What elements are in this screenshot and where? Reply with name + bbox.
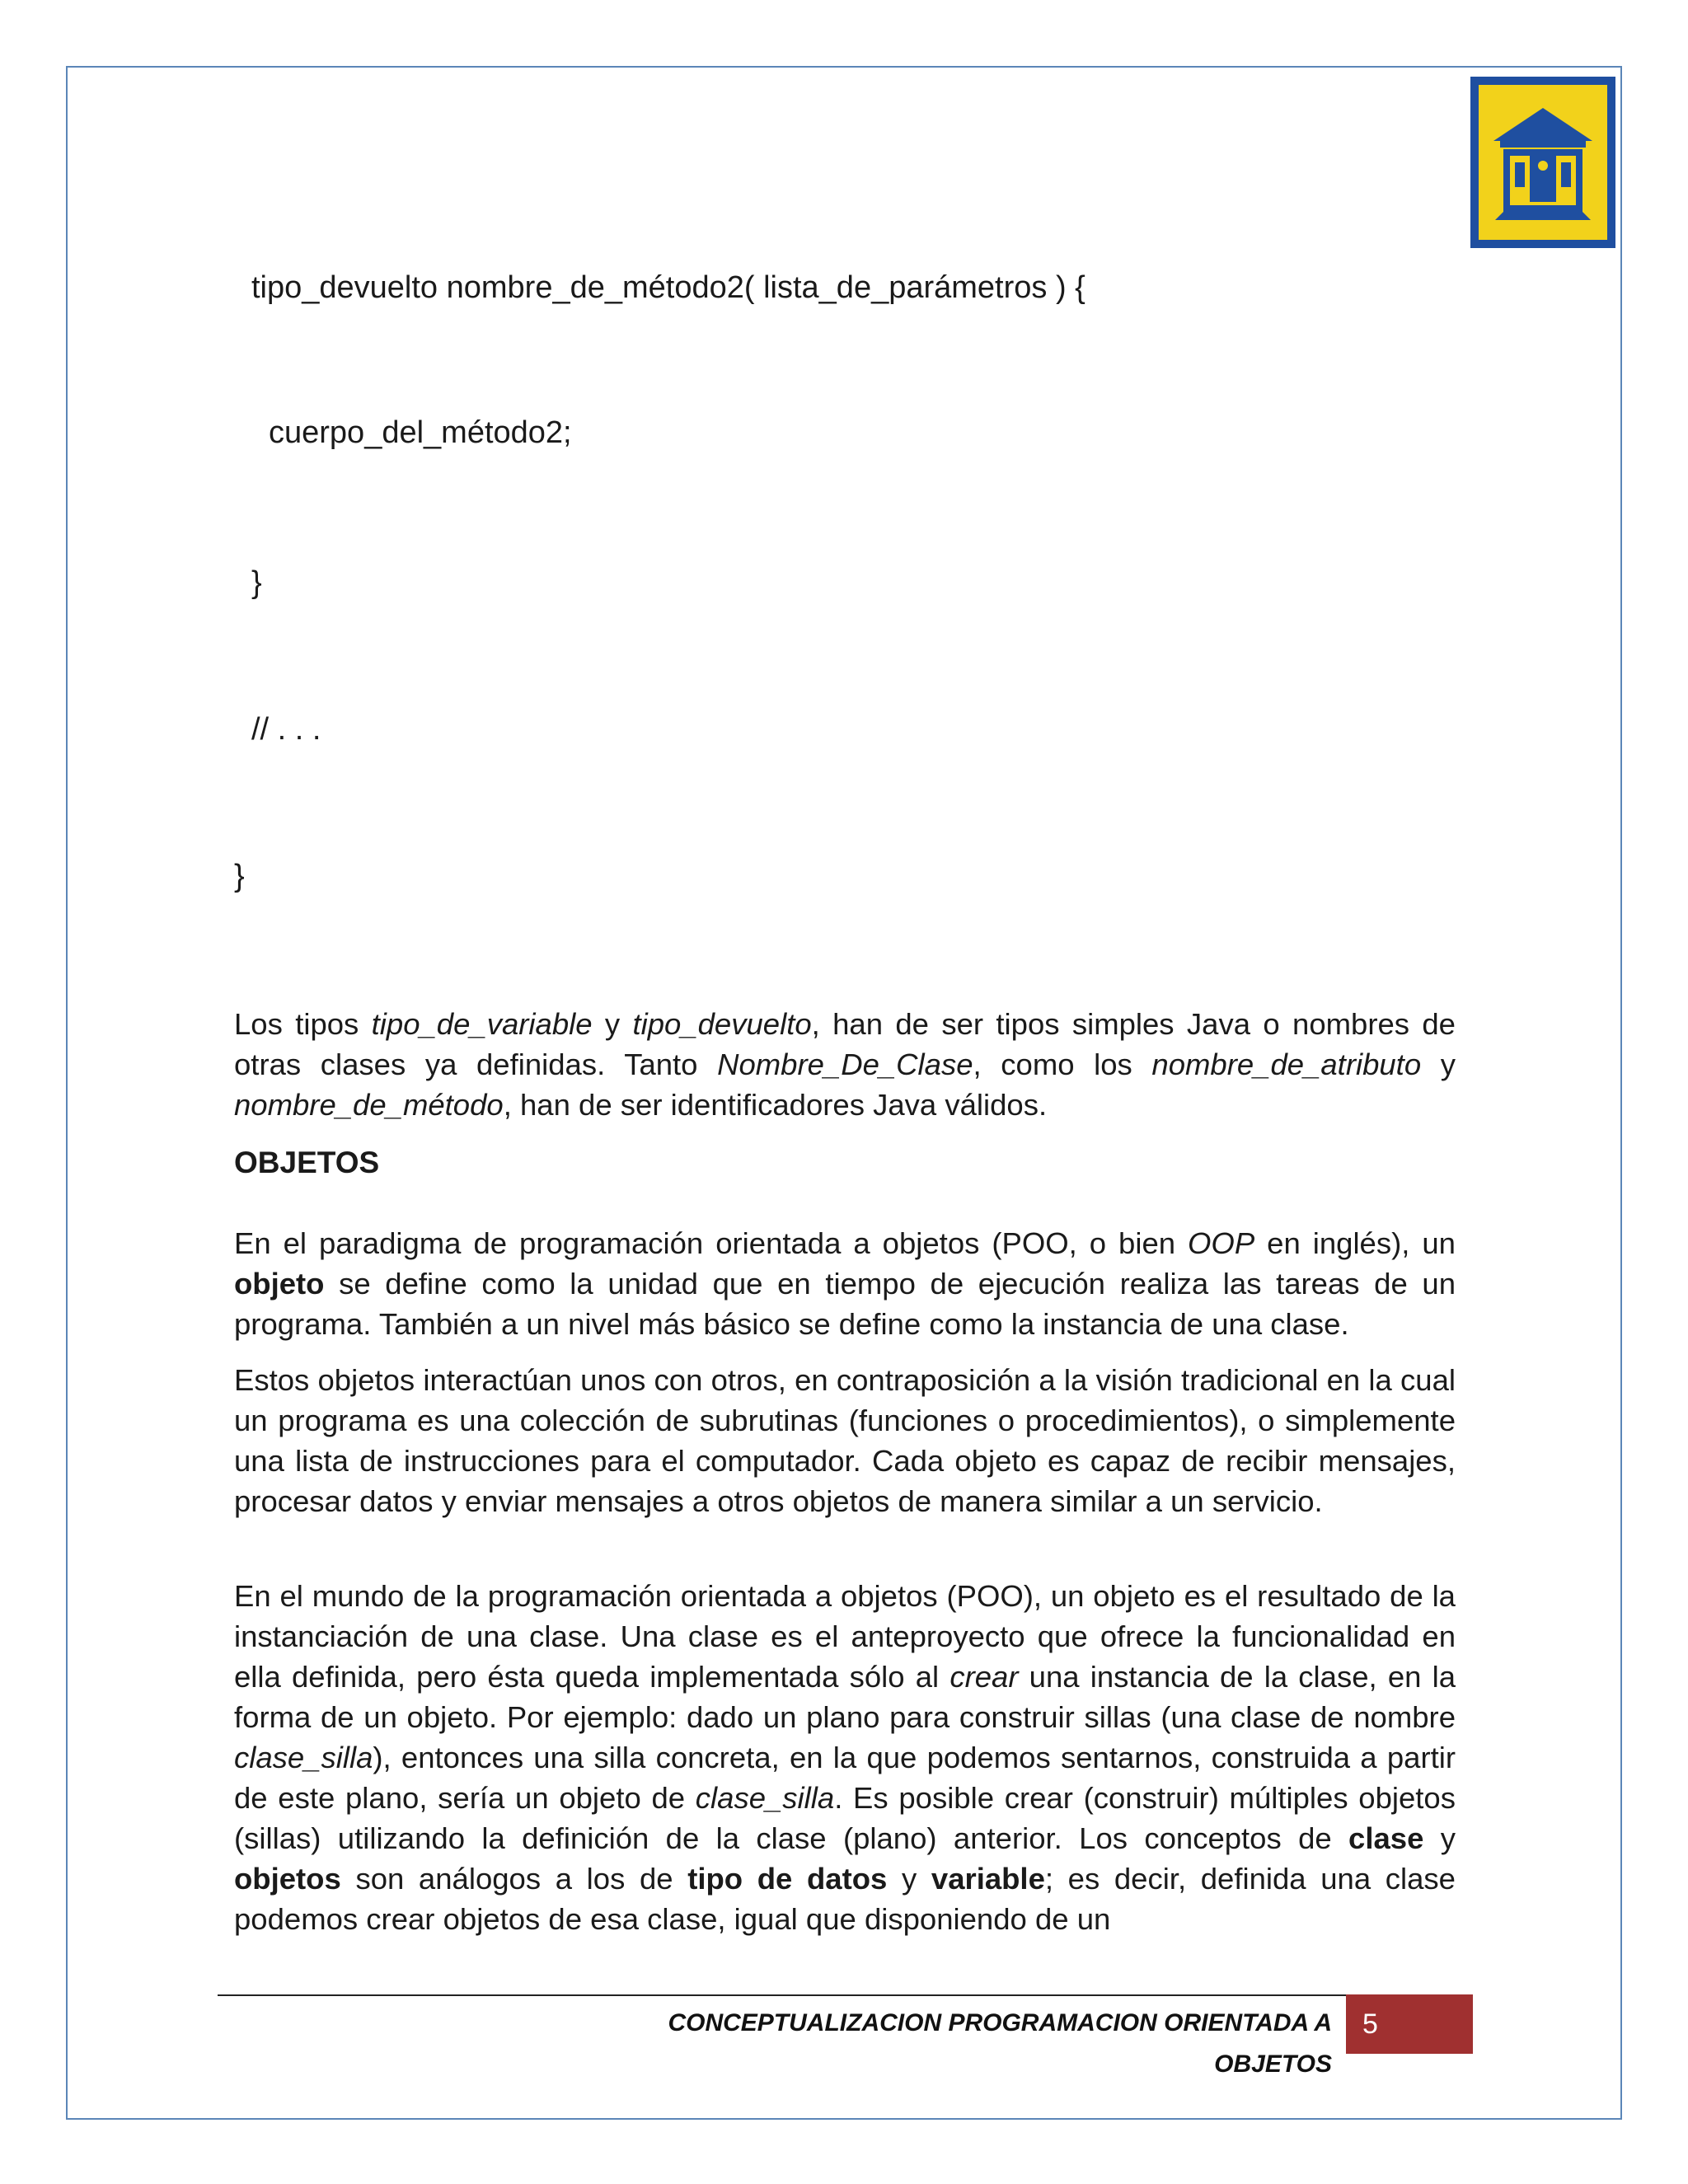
code-line-method-signature: tipo_devuelto nombre_de_método2( lista_de_parámetros ) {: [251, 270, 1085, 305]
section-heading: OBJETOS: [234, 1146, 380, 1179]
code-line-comment: // . . .: [251, 712, 321, 747]
footer-title: CONCEPTUALIZACION PROGRAMACION ORIENTADA A OBJETOS: [668, 2009, 1332, 2078]
objects-instance-paragraph: En el mundo de la programación orientada a objetos (POO), un objeto es el resultado de la instanciación de una clase. Una clase es el anteproyecto que ofrece la funcionalidad en ella definida, pero ésta queda implementada sólo al crear una instancia de la clase, en la forma de un objeto. Por ejemplo: dado un plano para construir sillas (una clase de nombre clase_silla), entonces una silla concreta, en la que podemos sentarnos, construida a partir de este plano, sería un objeto de clase_silla. Es posible crear (construir) múltiples objetos (sillas) utilizando la definición de la clase (plano) anterior. Los conceptos de clase y objetos son análogos a los de tipo de datos y variable; es decir, definida una clase podemos crear objetos de esa clase, igual que disponiendo de un: [234, 1579, 1456, 1936]
code-line-close-class: }: [234, 859, 245, 893]
objects-definition-paragraph: En el paradigma de programación orientada a objetos (POO, o bien OOP en inglés), un objeto se define como la unidad que en tiempo de ejecución realiza las tareas de un programa. También a un nivel más básico se define como la instancia de una clase.: [234, 1226, 1456, 1341]
intro-paragraph: Los tipos tipo_de_variable y tipo_devuelto, han de ser tipos simples Java o nombres de otras clases ya definidas. Tanto Nombre_De_Clase, como los nombre_de_atributo y nombre_de_método, han de ser identificadores Java válidos.: [234, 1007, 1456, 1122]
objects-interaction-paragraph: Estos objetos interactúan unos con otros, en contraposición a la visión tradicional en la cual un programa es una colección de subrutinas (funciones o procedimientos), o simplemente una lista de instrucciones para el computador. Cada objeto es capaz de recibir mensajes, procesar datos y enviar mensajes a otros objetos de manera similar a un servicio.: [234, 1363, 1456, 1518]
code-line-close-method: }: [251, 565, 262, 600]
code-line-method-body: cuerpo_del_método2;: [269, 415, 572, 450]
page-number-badge: 5: [1346, 1994, 1473, 2054]
school-building-logo-icon: [1470, 77, 1615, 248]
footer-divider: [218, 1994, 1362, 1996]
